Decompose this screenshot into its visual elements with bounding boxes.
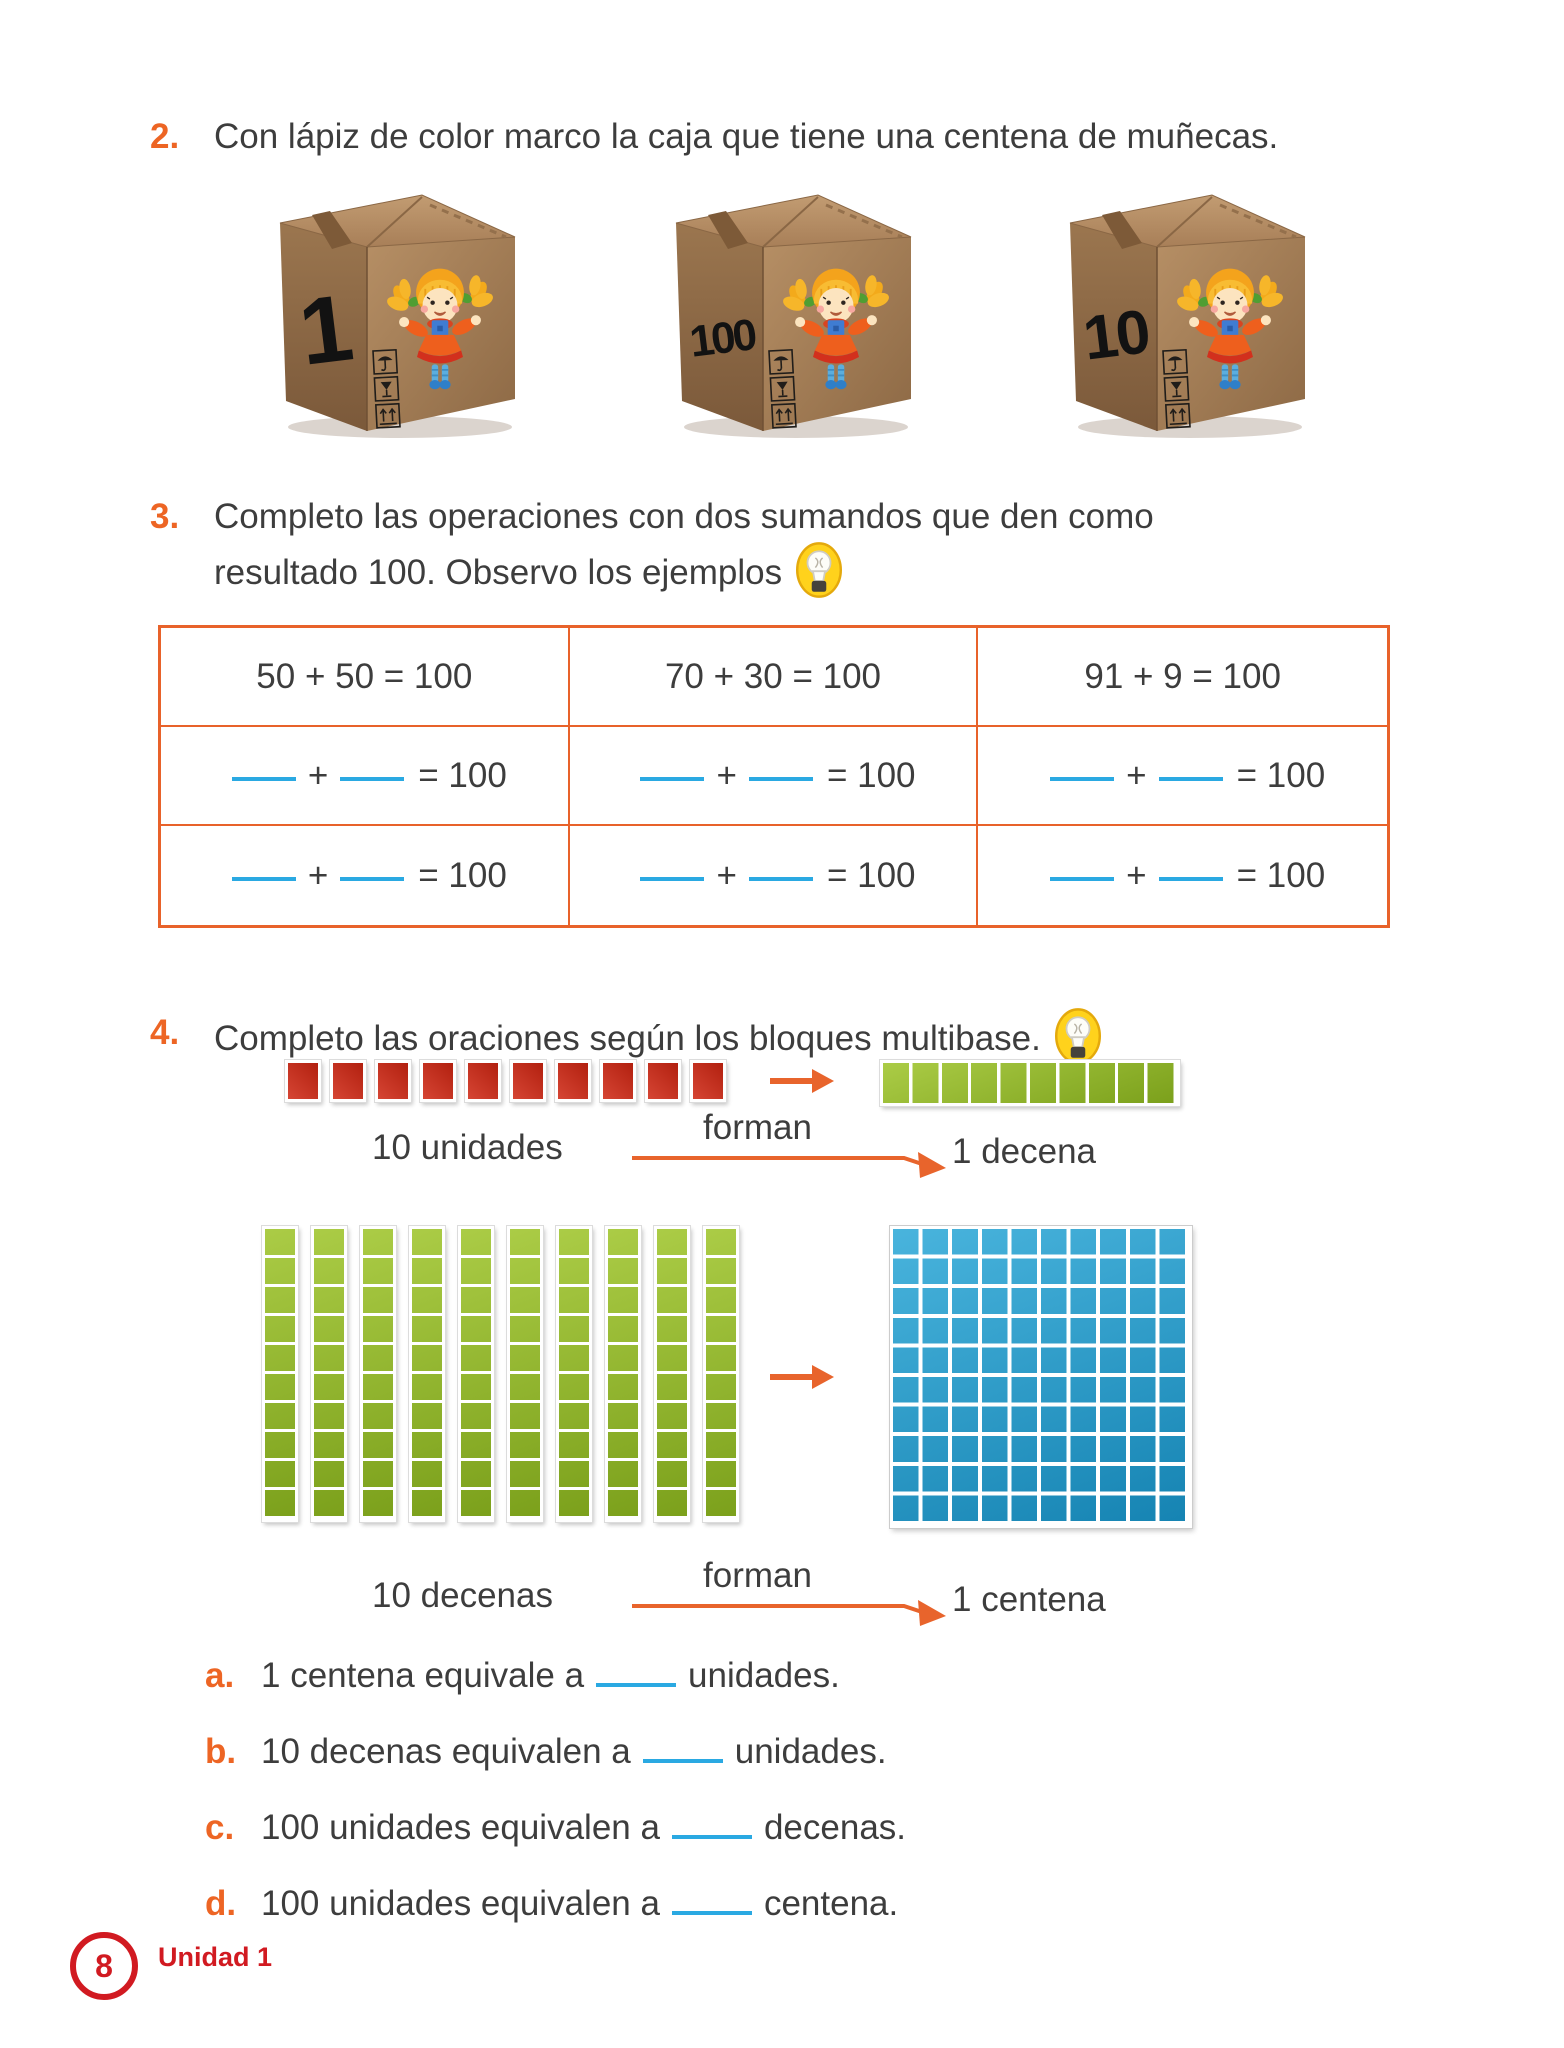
ten-rod <box>507 1226 543 1522</box>
exercise4-number: 4. <box>150 1013 180 1052</box>
forman-arrow-icon <box>632 1148 952 1184</box>
exercise3-line2: resultado 100. Observo los ejemplos <box>214 553 783 592</box>
exercise3-heading <box>150 492 1410 598</box>
units-arrow-label: forman <box>703 1108 812 1147</box>
ten-rod <box>360 1226 396 1522</box>
answer-blank[interactable] <box>672 1829 752 1839</box>
ten-rods-group <box>262 1226 739 1522</box>
blank-sum-cell: + = 100 <box>570 727 979 826</box>
addend-blank[interactable] <box>640 771 704 781</box>
item-a-after: unidades. <box>688 1656 840 1695</box>
item-a <box>205 1656 840 1696</box>
exercise4-text: Completo las oraciones según los bloques multibase. <box>214 1019 1041 1059</box>
addend-blank[interactable] <box>749 771 813 781</box>
ten-rod <box>262 1226 298 1522</box>
box-100-label: 100 <box>686 310 757 367</box>
unit-block <box>465 1060 501 1102</box>
ten-rod-horizontal <box>880 1060 1180 1106</box>
addend-blank[interactable] <box>232 871 296 881</box>
item-d-before: 100 unidades equivalen a <box>261 1884 660 1923</box>
tens-arrow-label: forman <box>703 1556 812 1595</box>
addend-blank[interactable] <box>749 871 813 881</box>
ten-rod <box>458 1226 494 1522</box>
item-b-before: 10 decenas equivalen a <box>261 1732 631 1771</box>
exercise2-heading <box>150 112 1470 162</box>
arrow-right-icon <box>768 1064 834 1098</box>
exercise3-number: 3. <box>150 497 180 536</box>
box-1-label: 1 <box>293 274 359 385</box>
addend-blank[interactable] <box>340 871 404 881</box>
unit-block <box>375 1060 411 1102</box>
blank-sum-cell: + = 100 <box>161 826 570 925</box>
exercise2-text: Con lápiz de color marco la caja que tiene una centena de muñecas. <box>214 117 1279 156</box>
item-b-after: unidades. <box>734 1732 887 1771</box>
ten-unit-blocks <box>285 1060 726 1102</box>
answer-blank[interactable] <box>596 1677 676 1687</box>
item-b <box>205 1732 887 1772</box>
lightbulb-icon <box>796 542 842 598</box>
addend-blank[interactable] <box>232 771 296 781</box>
blank-sum-cell: + = 100 <box>570 826 979 925</box>
box-10-dolls[interactable] <box>1062 185 1312 445</box>
example-sum-cell: 70 + 30 = 100 <box>570 628 979 727</box>
addend-blank[interactable] <box>640 871 704 881</box>
tens-right-label: 1 centena <box>952 1580 1106 1619</box>
ten-rod <box>605 1226 641 1522</box>
item-a-letter: a. <box>205 1656 235 1695</box>
sums-to-100-table <box>158 625 1390 928</box>
exercise3-text <box>214 492 1154 598</box>
exercise3-line1: Completo las operaciones con dos sumandos que den como <box>214 497 1154 536</box>
addend-blank[interactable] <box>1050 771 1114 781</box>
ten-rod <box>409 1226 445 1522</box>
ten-rod <box>703 1226 739 1522</box>
box-1-doll[interactable] <box>272 185 522 445</box>
addend-blank[interactable] <box>1159 771 1223 781</box>
units-right-label: 1 decena <box>952 1132 1097 1171</box>
addend-blank[interactable] <box>340 771 404 781</box>
unit-block <box>555 1060 591 1102</box>
example-sum-cell: 91 + 9 = 100 <box>978 628 1387 727</box>
ten-rod <box>654 1226 690 1522</box>
lightbulb-icon <box>1055 1008 1101 1064</box>
ten-rod <box>556 1226 592 1522</box>
hundred-flat-block <box>890 1226 1192 1528</box>
answer-blank[interactable] <box>643 1753 723 1763</box>
exercise4-text-row <box>214 1008 1101 1064</box>
item-c-letter: c. <box>205 1808 235 1847</box>
item-a-before: 1 centena equivale a <box>261 1656 585 1695</box>
box-10-label: 10 <box>1079 297 1153 374</box>
example-sum-cell: 50 + 50 = 100 <box>161 628 570 727</box>
tens-left-label: 10 decenas <box>372 1576 553 1615</box>
forman-arrow-icon <box>632 1596 952 1632</box>
answer-blank[interactable] <box>672 1905 752 1915</box>
unit-block <box>600 1060 636 1102</box>
blank-sum-cell: + = 100 <box>978 727 1387 826</box>
box-100-dolls[interactable] <box>668 185 918 445</box>
item-d <box>205 1884 898 1924</box>
unit-block <box>420 1060 456 1102</box>
units-left-label: 10 unidades <box>372 1128 563 1167</box>
item-c <box>205 1808 906 1848</box>
addend-blank[interactable] <box>1159 871 1223 881</box>
unit-block <box>330 1060 366 1102</box>
exercise3-line2-row <box>214 542 1154 598</box>
item-d-after: centena. <box>763 1884 899 1923</box>
item-b-letter: b. <box>205 1732 237 1771</box>
page-number: 8 <box>95 1947 113 1984</box>
unit-block <box>690 1060 726 1102</box>
exercise4-heading <box>150 1008 1450 1064</box>
item-d-letter: d. <box>205 1884 237 1923</box>
exercise2-number: 2. <box>150 117 180 156</box>
ten-rod <box>311 1226 347 1522</box>
addend-blank[interactable] <box>1050 871 1114 881</box>
unit-block <box>645 1060 681 1102</box>
item-c-after: decenas. <box>763 1808 907 1847</box>
item-c-before: 100 unidades equivalen a <box>261 1808 660 1847</box>
arrow-right-icon <box>768 1360 834 1394</box>
blank-sum-cell: + = 100 <box>161 727 570 826</box>
blank-sum-cell: + = 100 <box>978 826 1387 925</box>
unit-label: Unidad 1 <box>158 1942 273 1972</box>
page-number-badge <box>70 1932 138 2000</box>
unit-block <box>510 1060 546 1102</box>
unit-block <box>285 1060 321 1102</box>
